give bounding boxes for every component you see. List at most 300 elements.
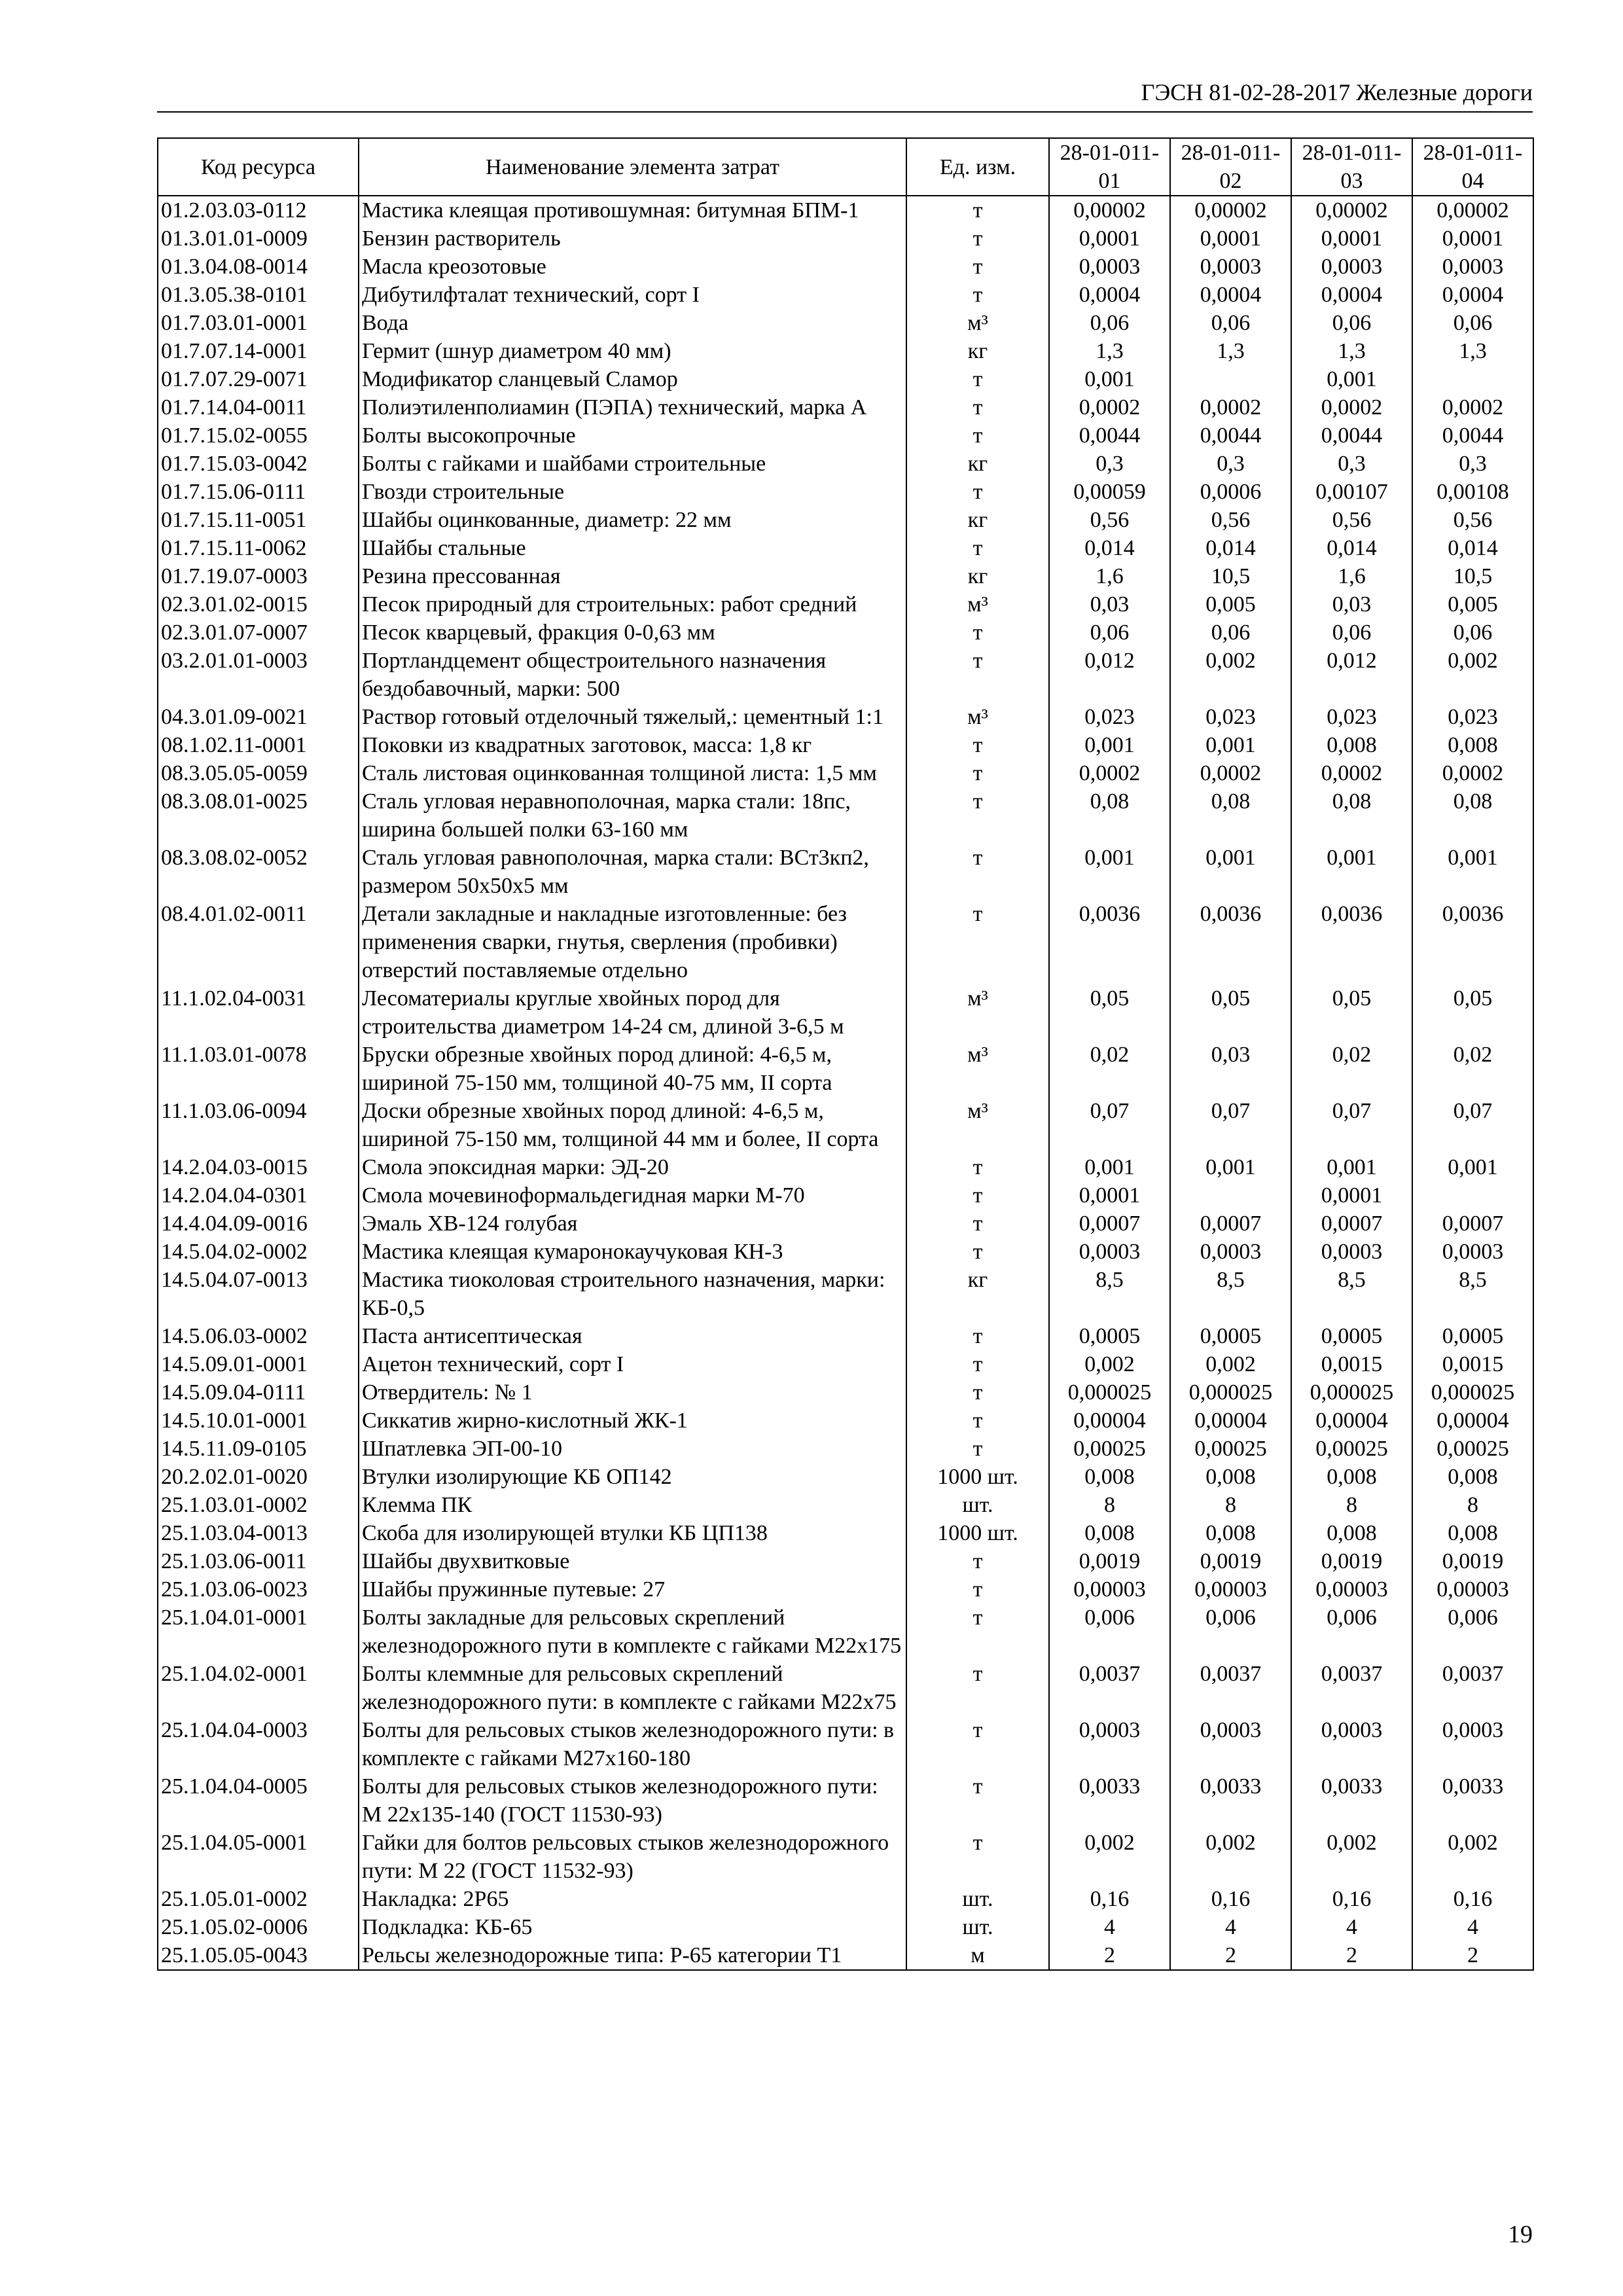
value-cell-28-01-011-01: 0,008 [1049, 1463, 1170, 1491]
value-cell-28-01-011-03: 0,00004 [1291, 1407, 1412, 1435]
value-cell-28-01-011-02: 0,00003 [1170, 1575, 1291, 1604]
resource-name-cell: Втулки изолирующие КБ ОП142 [359, 1463, 906, 1491]
value-cell-28-01-011-04: 0,08 [1412, 787, 1533, 844]
unit-cell: м³ [906, 703, 1049, 731]
value-cell-28-01-011-02: 0,0044 [1170, 422, 1291, 450]
table-row [158, 1350, 1533, 1378]
value-cell-28-01-011-01: 0,001 [1049, 731, 1170, 759]
value-cell-28-01-011-04: 0,014 [1412, 534, 1533, 562]
value-cell-28-01-011-03: 0,0001 [1291, 1181, 1412, 1210]
resource-code-cell: 25.1.03.04-0013 [158, 1519, 359, 1547]
table-row [158, 393, 1533, 422]
value-cell-28-01-011-02: 0,000025 [1170, 1378, 1291, 1407]
resource-name-cell: Детали закладные и накладные изготовленные: без применения сварки, гнутья, сверления (пробивки) отверстий поставляемые отдельно [359, 900, 906, 984]
value-cell-28-01-011-02: 0,0003 [1170, 1238, 1291, 1266]
resource-name-cell: Сталь угловая равнополочная, марка стали: ВСт3кп2, размером 50х50х5 мм [359, 844, 906, 900]
value-cell-28-01-011-04: 0,00003 [1412, 1575, 1533, 1604]
value-cell-28-01-011-03: 0,012 [1291, 647, 1412, 703]
value-cell-28-01-011-02: 0,002 [1170, 1829, 1291, 1885]
value-cell-28-01-011-01: 0,0001 [1049, 224, 1170, 253]
value-cell-28-01-011-04: 0,07 [1412, 1097, 1533, 1153]
resource-code-cell: 01.7.07.29-0071 [158, 365, 359, 393]
table-row [158, 534, 1533, 562]
value-cell-28-01-011-03: 0,006 [1291, 1604, 1412, 1660]
value-cell-28-01-011-03: 4 [1291, 1913, 1412, 1941]
value-cell-28-01-011-03: 0,008 [1291, 1519, 1412, 1547]
resource-code-cell: 01.7.15.11-0051 [158, 506, 359, 534]
value-cell-28-01-011-02: 0,06 [1170, 309, 1291, 337]
resource-name-cell: Смола эпоксидная марки: ЭД-20 [359, 1153, 906, 1181]
resource-code-cell: 25.1.05.02-0006 [158, 1913, 359, 1941]
resource-code-cell: 14.5.11.09-0105 [158, 1435, 359, 1463]
table-row [158, 1604, 1533, 1660]
value-cell-28-01-011-02: 0,16 [1170, 1885, 1291, 1913]
resource-code-cell: 25.1.03.06-0011 [158, 1547, 359, 1575]
resource-code-cell: 25.1.03.06-0023 [158, 1575, 359, 1604]
table-row [158, 900, 1533, 984]
value-cell-28-01-011-01: 0,00002 [1049, 196, 1170, 224]
table-row [158, 1322, 1533, 1350]
value-cell-28-01-011-01: 0,05 [1049, 984, 1170, 1041]
value-cell-28-01-011-03: 0,002 [1291, 1829, 1412, 1885]
col-header-unit: Ед. изм. [906, 138, 1049, 196]
value-cell-28-01-011-01: 0,000025 [1049, 1378, 1170, 1407]
resource-name-cell: Смола мочевиноформальдегидная марки М-70 [359, 1181, 906, 1210]
resource-code-cell: 02.3.01.07-0007 [158, 619, 359, 647]
unit-cell: т [906, 1181, 1049, 1210]
unit-cell: т [906, 1575, 1049, 1604]
document-header [157, 73, 1533, 113]
value-cell-28-01-011-02: 0,001 [1170, 731, 1291, 759]
unit-cell: т [906, 1350, 1049, 1378]
value-cell-28-01-011-04: 8,5 [1412, 1266, 1533, 1322]
resource-code-cell: 03.2.01.01-0003 [158, 647, 359, 703]
value-cell-28-01-011-04: 0,0004 [1412, 281, 1533, 309]
resource-code-cell: 14.5.09.04-0111 [158, 1378, 359, 1407]
table-body [158, 196, 1533, 1970]
unit-cell: кг [906, 450, 1049, 478]
value-cell-28-01-011-01: 0,06 [1049, 309, 1170, 337]
value-cell-28-01-011-03: 0,0036 [1291, 900, 1412, 984]
value-cell-28-01-011-02: 0,08 [1170, 787, 1291, 844]
resource-code-cell: 01.7.19.07-0003 [158, 562, 359, 590]
value-cell-28-01-011-02: 0,0005 [1170, 1322, 1291, 1350]
value-cell-28-01-011-04: 0,0002 [1412, 393, 1533, 422]
value-cell-28-01-011-04: 0,008 [1412, 1519, 1533, 1547]
value-cell-28-01-011-03: 0,008 [1291, 1463, 1412, 1491]
unit-cell: т [906, 422, 1049, 450]
table-row [158, 759, 1533, 787]
resource-name-cell: Дибутилфталат технический, сорт I [359, 281, 906, 309]
value-cell-28-01-011-02: 0,001 [1170, 844, 1291, 900]
value-cell-28-01-011-03: 0,0015 [1291, 1350, 1412, 1378]
unit-cell: т [906, 619, 1049, 647]
value-cell-28-01-011-01: 0,0036 [1049, 900, 1170, 984]
value-cell-28-01-011-04: 0,0003 [1412, 1716, 1533, 1772]
value-cell-28-01-011-01: 0,006 [1049, 1604, 1170, 1660]
table-row [158, 1716, 1533, 1772]
value-cell-28-01-011-04: 0,008 [1412, 731, 1533, 759]
resource-name-cell: Рельсы железнодорожные типа: Р-65 категории Т1 [359, 1941, 906, 1970]
value-cell-28-01-011-01: 0,16 [1049, 1885, 1170, 1913]
resource-code-cell: 25.1.03.01-0002 [158, 1491, 359, 1519]
unit-cell: т [906, 393, 1049, 422]
resource-code-cell: 11.1.02.04-0031 [158, 984, 359, 1041]
value-cell-28-01-011-01: 1,6 [1049, 562, 1170, 590]
resource-code-cell: 01.7.14.04-0011 [158, 393, 359, 422]
unit-cell: т [906, 1210, 1049, 1238]
value-cell-28-01-011-04 [1412, 365, 1533, 393]
resource-code-cell: 25.1.04.01-0001 [158, 1604, 359, 1660]
value-cell-28-01-011-02: 0,0033 [1170, 1772, 1291, 1829]
resource-name-cell: Песок природный для строительных: работ средний [359, 590, 906, 619]
resource-name-cell: Поковки из квадратных заготовок, масса: 1,8 кг [359, 731, 906, 759]
value-cell-28-01-011-01: 0,0004 [1049, 281, 1170, 309]
value-cell-28-01-011-02: 4 [1170, 1913, 1291, 1941]
value-cell-28-01-011-04: 0,00002 [1412, 196, 1533, 224]
resource-name-cell: Болты для рельсовых стыков железнодорожного пути: М 22х135-140 (ГОСТ 11530-93) [359, 1772, 906, 1829]
value-cell-28-01-011-01: 0,008 [1049, 1519, 1170, 1547]
unit-cell: т [906, 1238, 1049, 1266]
value-cell-28-01-011-01: 8 [1049, 1491, 1170, 1519]
table-row [158, 1238, 1533, 1266]
value-cell-28-01-011-04: 0,002 [1412, 647, 1533, 703]
resource-name-cell: Болты высокопрочные [359, 422, 906, 450]
unit-cell: т [906, 281, 1049, 309]
value-cell-28-01-011-02: 0,006 [1170, 1604, 1291, 1660]
value-cell-28-01-011-04: 0,0003 [1412, 1238, 1533, 1266]
value-cell-28-01-011-03: 0,06 [1291, 619, 1412, 647]
unit-cell: м³ [906, 984, 1049, 1041]
table-row [158, 1829, 1533, 1885]
unit-cell: т [906, 844, 1049, 900]
table-row [158, 647, 1533, 703]
resource-name-cell: Болты с гайками и шайбами строительные [359, 450, 906, 478]
resource-name-cell: Клемма ПК [359, 1491, 906, 1519]
resource-name-cell: Шайбы пружинные путевые: 27 [359, 1575, 906, 1604]
resource-code-cell: 25.1.04.05-0001 [158, 1829, 359, 1885]
value-cell-28-01-011-03: 0,0007 [1291, 1210, 1412, 1238]
value-cell-28-01-011-01: 0,001 [1049, 844, 1170, 900]
unit-cell: 1000 шт. [906, 1463, 1049, 1491]
value-cell-28-01-011-01: 0,00059 [1049, 478, 1170, 506]
resource-name-cell: Подкладка: КБ-65 [359, 1913, 906, 1941]
resource-name-cell: Раствор готовый отделочный тяжелый,: цементный 1:1 [359, 703, 906, 731]
col-header-28-01-011-03: 28-01-011-03 [1291, 138, 1412, 196]
resource-code-cell: 14.5.04.07-0013 [158, 1266, 359, 1322]
value-cell-28-01-011-03: 0,0004 [1291, 281, 1412, 309]
unit-cell: м³ [906, 1097, 1049, 1153]
unit-cell: т [906, 253, 1049, 281]
value-cell-28-01-011-03: 1,3 [1291, 337, 1412, 365]
resource-code-cell: 20.2.02.01-0020 [158, 1463, 359, 1491]
value-cell-28-01-011-01: 4 [1049, 1913, 1170, 1941]
value-cell-28-01-011-02: 0,0002 [1170, 393, 1291, 422]
resource-code-cell: 11.1.03.06-0094 [158, 1097, 359, 1153]
value-cell-28-01-011-04: 0,16 [1412, 1885, 1533, 1913]
value-cell-28-01-011-03: 0,08 [1291, 787, 1412, 844]
value-cell-28-01-011-03: 0,03 [1291, 590, 1412, 619]
value-cell-28-01-011-02: 0,00004 [1170, 1407, 1291, 1435]
unit-cell: т [906, 900, 1049, 984]
unit-cell: кг [906, 562, 1049, 590]
unit-cell: шт. [906, 1885, 1049, 1913]
resource-name-cell: Сиккатив жирно-кислотный ЖК-1 [359, 1407, 906, 1435]
unit-cell: т [906, 1829, 1049, 1885]
unit-cell: т [906, 1547, 1049, 1575]
unit-cell: т [906, 787, 1049, 844]
resource-code-cell: 25.1.05.01-0002 [158, 1885, 359, 1913]
unit-cell: т [906, 1604, 1049, 1660]
value-cell-28-01-011-03: 0,000025 [1291, 1378, 1412, 1407]
table-row [158, 1210, 1533, 1238]
value-cell-28-01-011-01: 0,07 [1049, 1097, 1170, 1153]
table-row [158, 1097, 1533, 1153]
value-cell-28-01-011-02: 0,0019 [1170, 1547, 1291, 1575]
value-cell-28-01-011-04: 0,0007 [1412, 1210, 1533, 1238]
resource-name-cell: Скоба для изолирующей втулки КБ ЦП138 [359, 1519, 906, 1547]
value-cell-28-01-011-03: 0,00025 [1291, 1435, 1412, 1463]
value-cell-28-01-011-03: 0,014 [1291, 534, 1412, 562]
value-cell-28-01-011-01: 0,06 [1049, 619, 1170, 647]
unit-cell: т [906, 759, 1049, 787]
value-cell-28-01-011-03: 0,0002 [1291, 759, 1412, 787]
resource-code-cell: 11.1.03.01-0078 [158, 1041, 359, 1097]
value-cell-28-01-011-04: 0,001 [1412, 1153, 1533, 1181]
value-cell-28-01-011-01: 0,0007 [1049, 1210, 1170, 1238]
value-cell-28-01-011-04: 0,0002 [1412, 759, 1533, 787]
value-cell-28-01-011-02: 0,023 [1170, 703, 1291, 731]
resource-name-cell: Гайки для болтов рельсовых стыков железнодорожного пути: М 22 (ГОСТ 11532-93) [359, 1829, 906, 1885]
value-cell-28-01-011-01: 0,0002 [1049, 759, 1170, 787]
value-cell-28-01-011-04: 0,0037 [1412, 1660, 1533, 1716]
value-cell-28-01-011-01: 0,0003 [1049, 253, 1170, 281]
value-cell-28-01-011-02 [1170, 365, 1291, 393]
resource-code-cell: 14.5.09.01-0001 [158, 1350, 359, 1378]
value-cell-28-01-011-04: 0,06 [1412, 619, 1533, 647]
table-row [158, 1772, 1533, 1829]
value-cell-28-01-011-02: 0,008 [1170, 1463, 1291, 1491]
table-row [158, 1519, 1533, 1547]
value-cell-28-01-011-03: 0,0001 [1291, 224, 1412, 253]
value-cell-28-01-011-03: 0,008 [1291, 731, 1412, 759]
resource-code-cell: 01.7.03.01-0001 [158, 309, 359, 337]
resource-code-cell: 14.2.04.03-0015 [158, 1153, 359, 1181]
value-cell-28-01-011-04: 4 [1412, 1913, 1533, 1941]
table-row [158, 1941, 1533, 1970]
value-cell-28-01-011-04: 0,06 [1412, 309, 1533, 337]
unit-cell: 1000 шт. [906, 1519, 1049, 1547]
value-cell-28-01-011-04 [1412, 1181, 1533, 1210]
value-cell-28-01-011-04: 0,00025 [1412, 1435, 1533, 1463]
table-row [158, 1435, 1533, 1463]
value-cell-28-01-011-03: 0,0003 [1291, 1716, 1412, 1772]
value-cell-28-01-011-02: 0,05 [1170, 984, 1291, 1041]
resource-name-cell: Гвозди строительные [359, 478, 906, 506]
resource-code-cell: 25.1.05.05-0043 [158, 1941, 359, 1970]
value-cell-28-01-011-02: 0,0003 [1170, 253, 1291, 281]
table-row [158, 1885, 1533, 1913]
resource-name-cell: Болты клеммные для рельсовых скреплений железнодорожного пути: в комплекте с гайками М22х75 [359, 1660, 906, 1716]
unit-cell: т [906, 1435, 1049, 1463]
value-cell-28-01-011-01: 0,3 [1049, 450, 1170, 478]
value-cell-28-01-011-03: 0,0033 [1291, 1772, 1412, 1829]
resource-code-cell: 08.4.01.02-0011 [158, 900, 359, 984]
table-row [158, 1463, 1533, 1491]
table-row [158, 1491, 1533, 1519]
value-cell-28-01-011-02: 0,002 [1170, 647, 1291, 703]
resource-code-cell: 25.1.04.02-0001 [158, 1660, 359, 1716]
value-cell-28-01-011-04: 0,0001 [1412, 224, 1533, 253]
resource-name-cell: Гермит (шнур диаметром 40 мм) [359, 337, 906, 365]
value-cell-28-01-011-04: 0,02 [1412, 1041, 1533, 1097]
col-header-28-01-011-02: 28-01-011-02 [1170, 138, 1291, 196]
page-number: 19 [1508, 2221, 1533, 2248]
resource-name-cell: Сталь листовая оцинкованная толщиной листа: 1,5 мм [359, 759, 906, 787]
value-cell-28-01-011-03: 0,3 [1291, 450, 1412, 478]
value-cell-28-01-011-03: 0,0003 [1291, 1238, 1412, 1266]
value-cell-28-01-011-02: 8 [1170, 1491, 1291, 1519]
value-cell-28-01-011-03: 8,5 [1291, 1266, 1412, 1322]
value-cell-28-01-011-04: 0,008 [1412, 1463, 1533, 1491]
resource-code-cell: 08.3.05.05-0059 [158, 759, 359, 787]
resource-code-cell: 01.2.03.03-0112 [158, 196, 359, 224]
value-cell-28-01-011-01: 0,00004 [1049, 1407, 1170, 1435]
value-cell-28-01-011-02 [1170, 1181, 1291, 1210]
unit-cell: шт. [906, 1491, 1049, 1519]
unit-cell: т [906, 1153, 1049, 1181]
value-cell-28-01-011-02: 0,03 [1170, 1041, 1291, 1097]
resource-code-cell: 14.5.10.01-0001 [158, 1407, 359, 1435]
value-cell-28-01-011-03: 0,56 [1291, 506, 1412, 534]
resource-name-cell: Полиэтиленполиамин (ПЭПА) технический, марка А [359, 393, 906, 422]
resource-name-cell: Болты для рельсовых стыков железнодорожного пути: в комплекте с гайками М27х160-180 [359, 1716, 906, 1772]
table-row [158, 590, 1533, 619]
unit-cell: т [906, 1772, 1049, 1829]
resource-code-cell: 08.3.08.01-0025 [158, 787, 359, 844]
unit-cell: т [906, 647, 1049, 703]
value-cell-28-01-011-04: 0,002 [1412, 1829, 1533, 1885]
resource-name-cell: Отвердитель: № 1 [359, 1378, 906, 1407]
resource-code-cell: 01.7.07.14-0001 [158, 337, 359, 365]
unit-cell: м³ [906, 309, 1049, 337]
value-cell-28-01-011-02: 0,0007 [1170, 1210, 1291, 1238]
resource-name-cell: Доски обрезные хвойных пород длиной: 4-6,5 м, шириной 75-150 мм, толщиной 44 мм и более, II сорта [359, 1097, 906, 1153]
table-row [158, 1266, 1533, 1322]
value-cell-28-01-011-01: 0,56 [1049, 506, 1170, 534]
value-cell-28-01-011-03: 0,00107 [1291, 478, 1412, 506]
value-cell-28-01-011-04: 0,0003 [1412, 253, 1533, 281]
value-cell-28-01-011-01: 0,0037 [1049, 1660, 1170, 1716]
resource-name-cell: Песок кварцевый, фракция 0-0,63 мм [359, 619, 906, 647]
value-cell-28-01-011-03: 0,0002 [1291, 393, 1412, 422]
value-cell-28-01-011-01: 0,014 [1049, 534, 1170, 562]
table-row [158, 478, 1533, 506]
value-cell-28-01-011-01: 0,02 [1049, 1041, 1170, 1097]
value-cell-28-01-011-04: 0,006 [1412, 1604, 1533, 1660]
value-cell-28-01-011-01: 0,0003 [1049, 1716, 1170, 1772]
value-cell-28-01-011-04: 10,5 [1412, 562, 1533, 590]
resource-code-cell: 08.1.02.11-0001 [158, 731, 359, 759]
value-cell-28-01-011-01: 0,0019 [1049, 1547, 1170, 1575]
resource-name-cell: Модификатор сланцевый Сламор [359, 365, 906, 393]
value-cell-28-01-011-04: 0,0044 [1412, 422, 1533, 450]
table-row [158, 506, 1533, 534]
unit-cell: т [906, 731, 1049, 759]
document-title: ГЭСН 81-02-28-2017 Железные дороги [1141, 79, 1533, 105]
value-cell-28-01-011-03: 0,0037 [1291, 1660, 1412, 1716]
resource-name-cell: Шайбы стальные [359, 534, 906, 562]
table-row [158, 281, 1533, 309]
value-cell-28-01-011-02: 0,014 [1170, 534, 1291, 562]
resource-code-cell: 02.3.01.02-0015 [158, 590, 359, 619]
table-row [158, 224, 1533, 253]
unit-cell: т [906, 196, 1049, 224]
value-cell-28-01-011-03: 0,0005 [1291, 1322, 1412, 1350]
value-cell-28-01-011-02: 0,0002 [1170, 759, 1291, 787]
value-cell-28-01-011-04: 0,3 [1412, 450, 1533, 478]
table-row [158, 253, 1533, 281]
value-cell-28-01-011-02: 0,005 [1170, 590, 1291, 619]
value-cell-28-01-011-02: 1,3 [1170, 337, 1291, 365]
resource-code-cell: 14.5.04.02-0002 [158, 1238, 359, 1266]
value-cell-28-01-011-01: 0,03 [1049, 590, 1170, 619]
table-row [158, 703, 1533, 731]
value-cell-28-01-011-03: 8 [1291, 1491, 1412, 1519]
value-cell-28-01-011-03: 0,023 [1291, 703, 1412, 731]
table-row [158, 1407, 1533, 1435]
value-cell-28-01-011-02: 8,5 [1170, 1266, 1291, 1322]
table-row [158, 731, 1533, 759]
table-row [158, 1575, 1533, 1604]
resource-name-cell: Мастика тиоколовая строительного назначения, марки: КБ-0,5 [359, 1266, 906, 1322]
resource-code-cell: 01.7.15.06-0111 [158, 478, 359, 506]
value-cell-28-01-011-03: 0,0044 [1291, 422, 1412, 450]
value-cell-28-01-011-03: 0,07 [1291, 1097, 1412, 1153]
value-cell-28-01-011-02: 0,56 [1170, 506, 1291, 534]
value-cell-28-01-011-04: 0,00108 [1412, 478, 1533, 506]
resource-name-cell: Мастика клеящая противошумная: битумная БПМ-1 [359, 196, 906, 224]
table-row [158, 1153, 1533, 1181]
resource-name-cell: Эмаль ХВ-124 голубая [359, 1210, 906, 1238]
resource-code-cell: 25.1.04.04-0005 [158, 1772, 359, 1829]
unit-cell: м³ [906, 1041, 1049, 1097]
value-cell-28-01-011-03: 0,06 [1291, 309, 1412, 337]
unit-cell: т [906, 1378, 1049, 1407]
value-cell-28-01-011-01: 0,0033 [1049, 1772, 1170, 1829]
value-cell-28-01-011-02: 2 [1170, 1941, 1291, 1970]
value-cell-28-01-011-03: 0,0019 [1291, 1547, 1412, 1575]
value-cell-28-01-011-04: 0,00004 [1412, 1407, 1533, 1435]
value-cell-28-01-011-01: 0,08 [1049, 787, 1170, 844]
table-row [158, 984, 1533, 1041]
resource-name-cell: Шайбы оцинкованные, диаметр: 22 мм [359, 506, 906, 534]
value-cell-28-01-011-02: 0,0003 [1170, 1716, 1291, 1772]
resource-name-cell: Ацетон технический, сорт I [359, 1350, 906, 1378]
value-cell-28-01-011-02: 0,00025 [1170, 1435, 1291, 1463]
value-cell-28-01-011-03: 0,001 [1291, 844, 1412, 900]
table-row [158, 1378, 1533, 1407]
resource-code-cell: 01.7.15.03-0042 [158, 450, 359, 478]
value-cell-28-01-011-04: 0,0033 [1412, 1772, 1533, 1829]
value-cell-28-01-011-04: 1,3 [1412, 337, 1533, 365]
value-cell-28-01-011-03: 0,05 [1291, 984, 1412, 1041]
unit-cell: кг [906, 1266, 1049, 1322]
unit-cell: шт. [906, 1913, 1049, 1941]
value-cell-28-01-011-04: 0,0036 [1412, 900, 1533, 984]
value-cell-28-01-011-03: 0,00003 [1291, 1575, 1412, 1604]
resource-name-cell: Масла креозотовые [359, 253, 906, 281]
